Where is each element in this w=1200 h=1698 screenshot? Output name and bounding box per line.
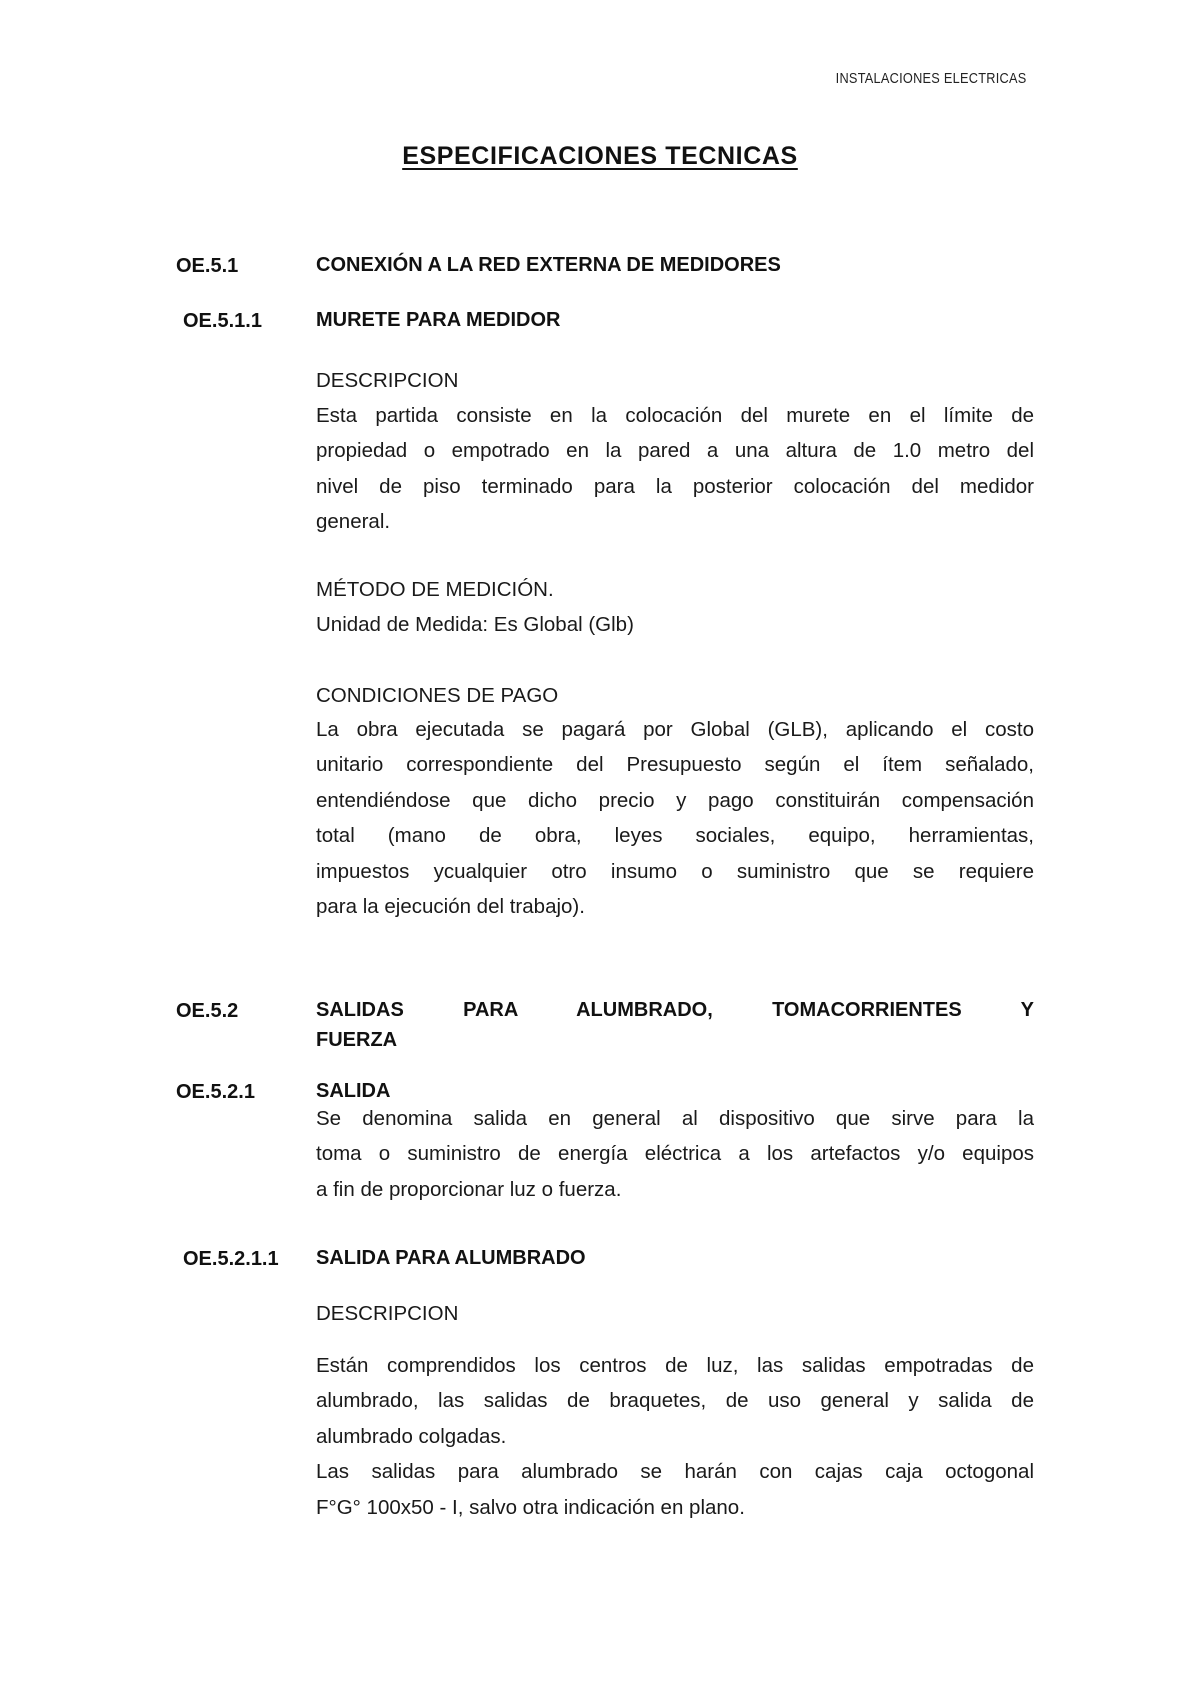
salida-paragraph (316, 1101, 1034, 1207)
alumbrado-paragraph (316, 1348, 1034, 1525)
paragraph-line: alumbrado colgadas. (316, 1424, 507, 1448)
payment-paragraph (316, 712, 1034, 924)
paragraph-line: entendiéndose que dicho precio y pago constituirán compensación (316, 788, 1034, 812)
paragraph-line: alumbrado, las salidas de braquetes, de uso general y salida de (316, 1389, 1034, 1413)
paragraph-line: Las salidas para alumbrado se harán con cajas caja octogonal (316, 1460, 1034, 1484)
payment-label: CONDICIONES DE PAGO (316, 684, 559, 707)
running-header: INSTALACIONES ELECTRICAS (835, 70, 1026, 87)
paragraph-line: impuestos ycualquier otro insumo o suministro que se requiere (316, 859, 1034, 883)
paragraph-line: a fin de proporcionar luz o fuerza. (316, 1177, 622, 1201)
section-heading: CONEXIÓN A LA RED EXTERNA DE MEDIDORES (316, 254, 781, 276)
paragraph-line: general. (316, 510, 391, 534)
section-code: OE.5.1.1 (183, 310, 262, 332)
section-heading (316, 995, 1034, 1055)
paragraph-line: F°G° 100x50 - I, salvo otra indicación en plano. (316, 1495, 745, 1519)
section-heading: SALIDA PARA ALUMBRADO (316, 1247, 586, 1269)
paragraph-line: propiedad o empotrado en la pared a una altura de 1.0 metro del (316, 439, 1034, 463)
method-text: Unidad de Medida: Es Global (Glb) (316, 613, 634, 636)
paragraph-line: Se denomina salida en general al dispositivo que sirve para la (316, 1107, 1034, 1130)
section-code: OE.5.1 (176, 255, 239, 277)
paragraph-line: unitario correspondiente del Presupuesto según el ítem señalado, (316, 753, 1034, 777)
document-title: ESPECIFICACIONES TECNICAS (402, 142, 798, 170)
method-label: MÉTODO DE MEDICIÓN. (316, 578, 554, 601)
paragraph-line: para la ejecución del trabajo). (316, 895, 585, 919)
paragraph-line: total (mano de obra, leyes sociales, equipo, herramientas, (316, 824, 1034, 848)
paragraph-line: La obra ejecutada se pagará por Global (GLB), aplicando el costo (316, 718, 1034, 741)
section-heading: SALIDA (316, 1080, 391, 1102)
description-label: DESCRIPCION (316, 1302, 459, 1325)
paragraph-line: Están comprendidos los centros de luz, las salidas empotradas de (316, 1354, 1034, 1377)
description-label: DESCRIPCION (316, 369, 459, 392)
section-code: OE.5.2.1.1 (183, 1248, 279, 1270)
paragraph-line: Esta partida consiste en la colocación del murete en el límite de (316, 404, 1034, 427)
section-code: OE.5.2 (176, 1000, 239, 1022)
section-heading: MURETE PARA MEDIDOR (316, 309, 561, 331)
paragraph-line: toma o suministro de energía eléctrica a los artefactos y/o equipos (316, 1142, 1034, 1166)
paragraph-line: nivel de piso terminado para la posterior colocación del medidor (316, 474, 1034, 498)
description-paragraph (316, 398, 1034, 540)
heading-line: FUERZA (316, 1029, 398, 1051)
heading-line: SALIDAS PARA ALUMBRADO, TOMACORRIENTES Y (316, 999, 1034, 1021)
section-code: OE.5.2.1 (176, 1081, 255, 1103)
